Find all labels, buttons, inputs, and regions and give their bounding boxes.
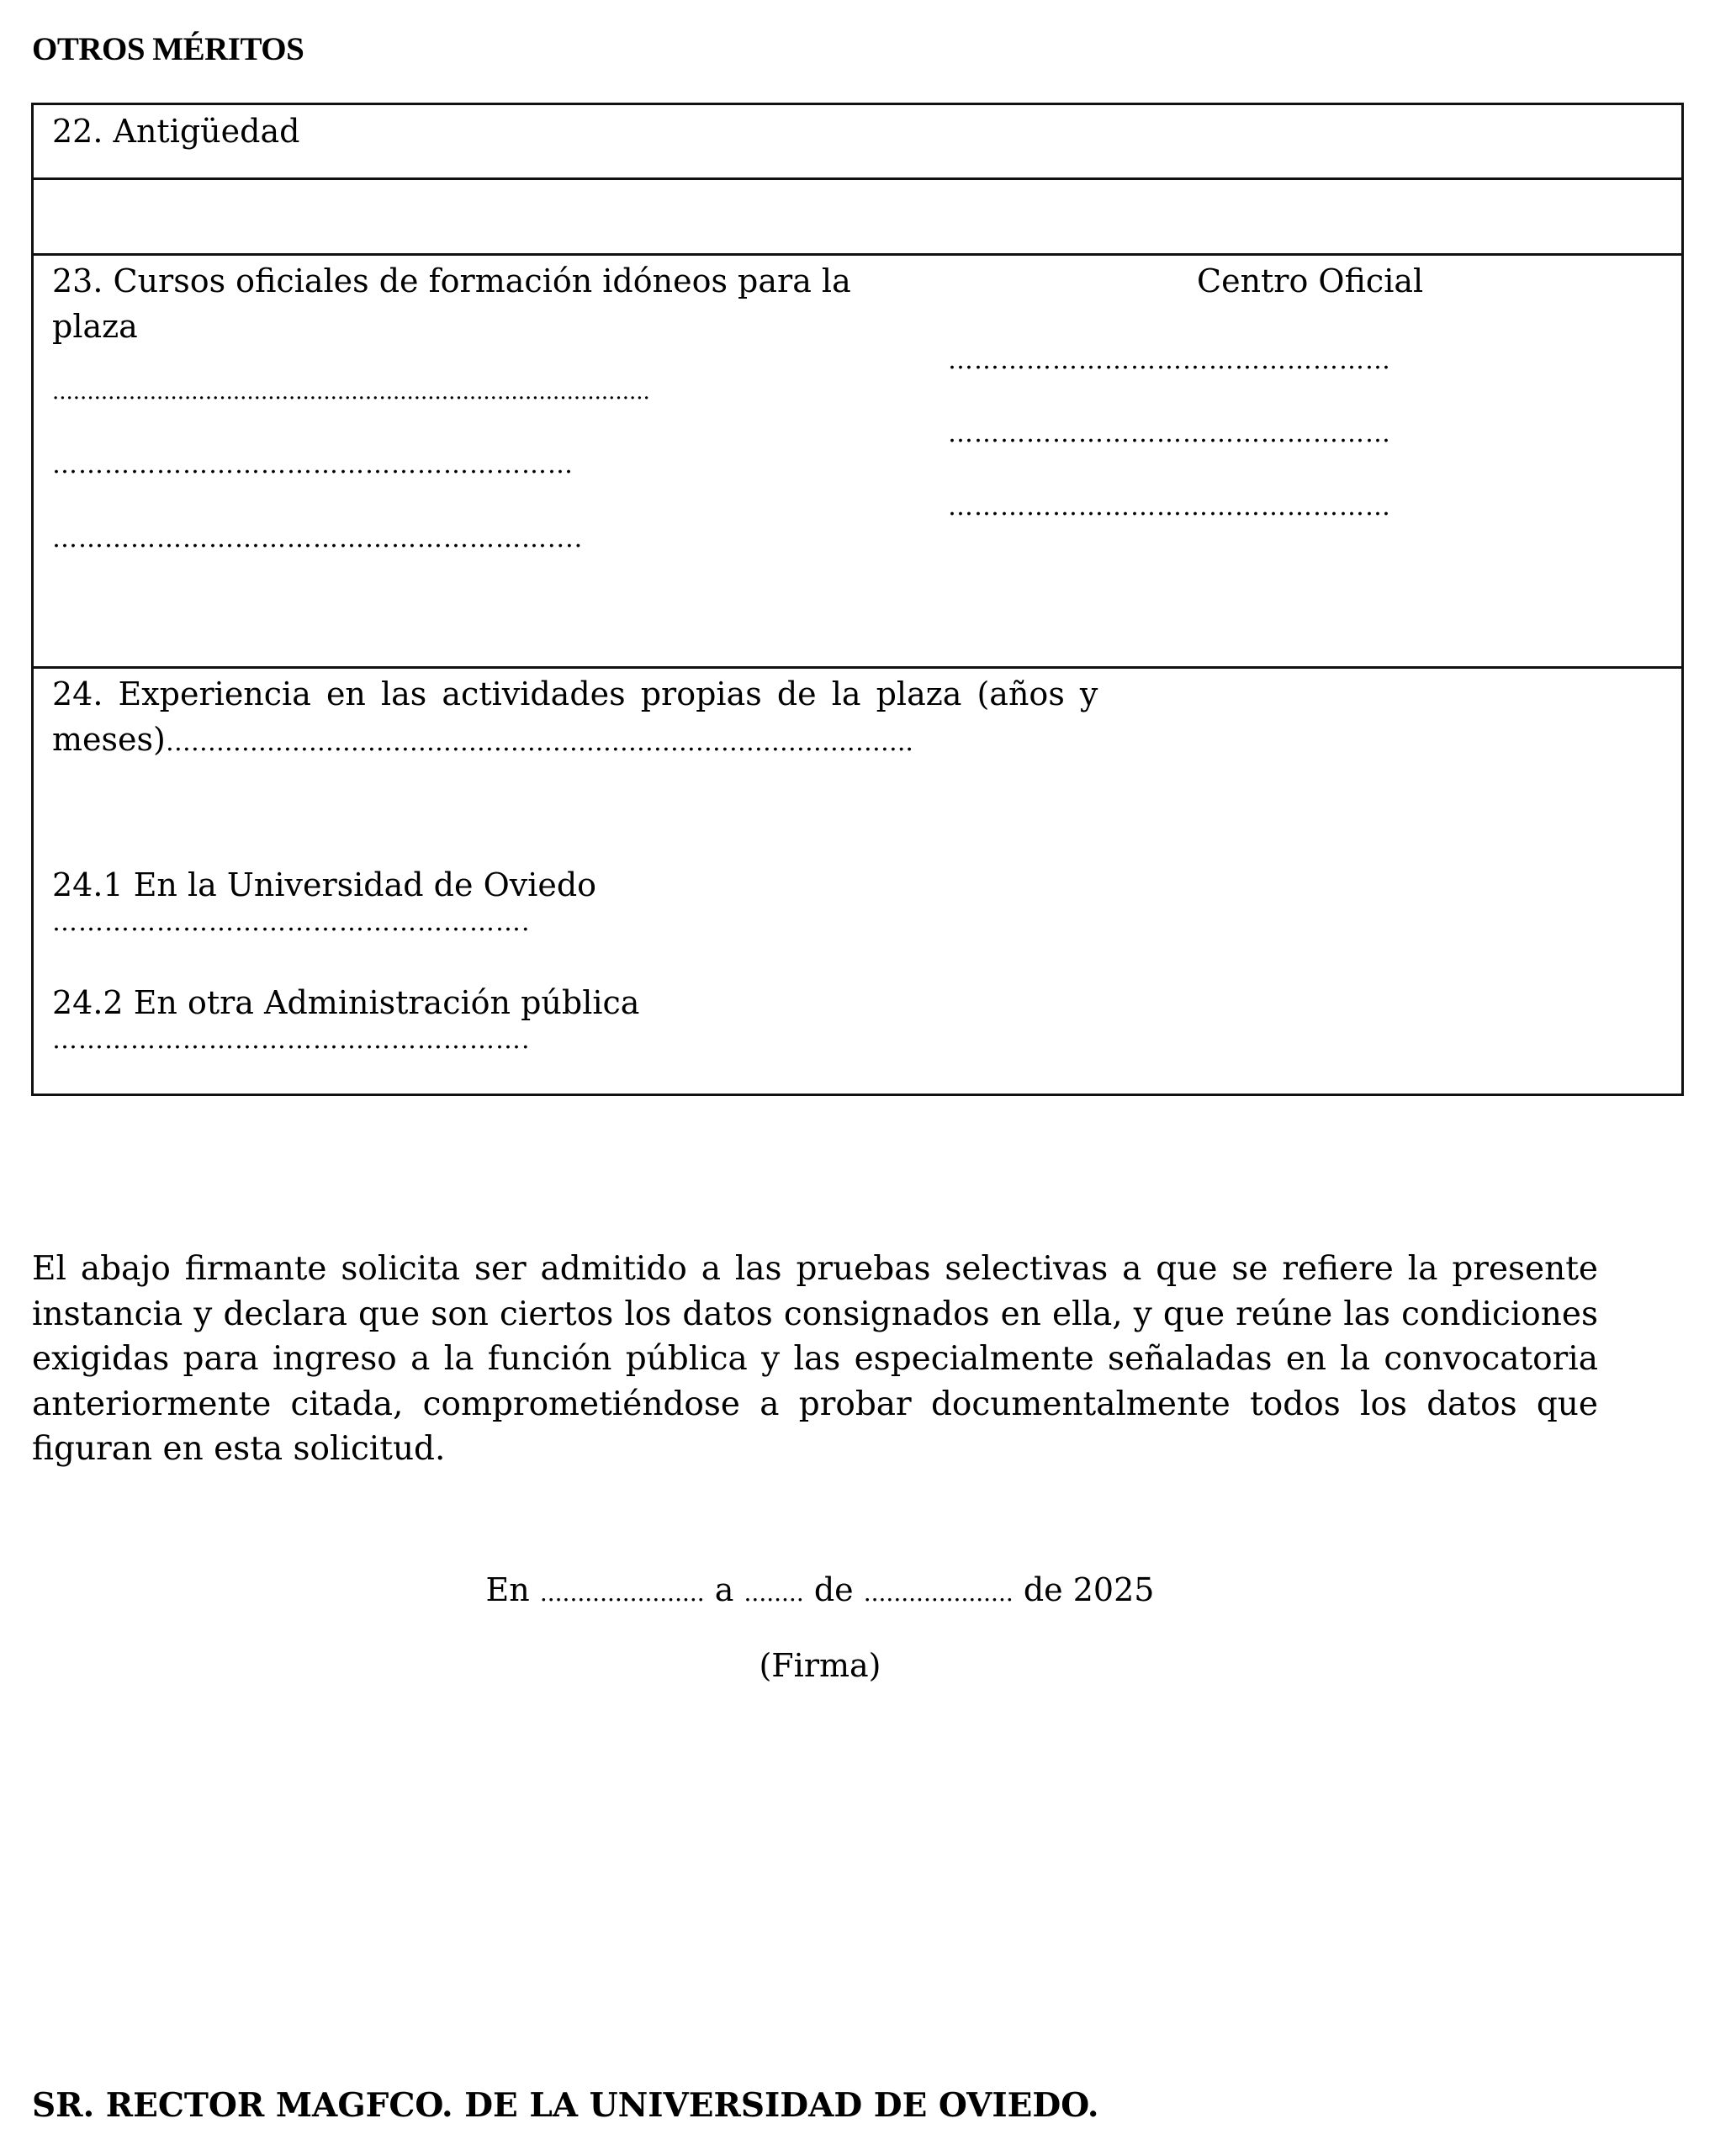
experiencia-otra-admin-label: 24.2 En otra Administración pública: [52, 984, 640, 1021]
signature-label: (Firma): [759, 1647, 881, 1684]
date-prefix: En: [485, 1571, 530, 1608]
date-de: de: [813, 1571, 854, 1608]
centro-oficial-header: Centro Oficial: [1197, 262, 1424, 299]
row-divider: [34, 666, 1681, 669]
centro-line-3[interactable]: ……………………………………………: [948, 492, 1391, 522]
centro-line-1[interactable]: ……………………………………………: [948, 346, 1391, 375]
day-field[interactable]: ........: [744, 1579, 804, 1607]
antiguedad-label: 22. Antigüedad: [52, 113, 300, 150]
cursos-label-line1: 23. Cursos oficiales de formación idóneos para la: [52, 262, 851, 299]
centro-line-2[interactable]: ……………………………………………: [948, 419, 1391, 448]
date-line: [0, 1571, 1640, 1608]
month-field[interactable]: ....................: [863, 1579, 1014, 1607]
section-title: OTROS MÉRITOS: [32, 31, 304, 67]
place-field[interactable]: ......................: [539, 1579, 705, 1607]
experiencia-total-field[interactable]: ……………………………………………………………………………..: [165, 728, 913, 757]
curso-line-1[interactable]: ......................................................................................: [52, 379, 650, 405]
row-divider: [34, 253, 1681, 256]
antiguedad-value-field[interactable]: [34, 180, 1681, 254]
declaration-paragraph: El abajo firmante solicita ser admitido a las pruebas selectivas a que se refiere la presente instancia y declara que son ciertos los datos consignados en ella, y que reúne las condiciones exigidas para ingreso a la función pública y las especialmente señaladas en la convocatoria anteriormente citada, comprometiéndose a probar documentalmente todos los datos que figuran en esta solicitud.: [32, 1250, 1598, 1468]
experiencia-uniovi-field[interactable]: ……………………………………………….: [52, 908, 531, 937]
cursos-label-line2: plaza: [52, 308, 138, 345]
experiencia-label-line1: 24. Experiencia en las actividades propias de la plaza (años y: [52, 675, 1098, 712]
experiencia-label-line2: [52, 717, 913, 765]
date-a: a: [714, 1571, 734, 1608]
date-year: de 2025: [1023, 1571, 1155, 1608]
curso-line-3[interactable]: …………………………………………………....: [52, 524, 584, 553]
experiencia-otra-admin-field[interactable]: ……………………………………………….: [52, 1025, 531, 1055]
curso-line-2[interactable]: ……………………………………………………: [52, 450, 574, 479]
experiencia-label-meses: meses): [52, 721, 166, 758]
merits-table: [31, 103, 1684, 1096]
addressee: SR. RECTOR MAGFCO. DE LA UNIVERSIDAD DE OVIEDO.: [32, 2086, 1099, 2125]
experiencia-uniovi-label: 24.1 En la Universidad de Oviedo: [52, 866, 597, 903]
